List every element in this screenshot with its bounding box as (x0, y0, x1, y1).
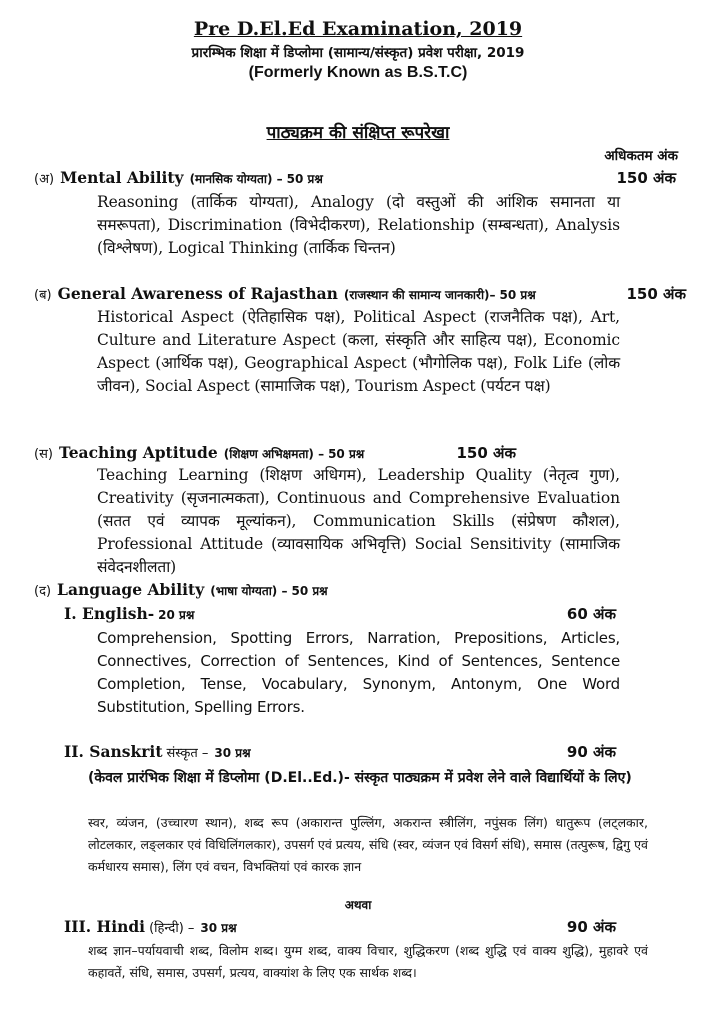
subsection-heading-hindi (64, 917, 616, 937)
subsection-question-count: 30 प्रश्न (200, 921, 237, 935)
section-letter: (अ) (34, 172, 55, 187)
section-marks: 150 अंक (626, 285, 686, 303)
page-subtitle: प्रारम्भिक शिक्षा में डिप्लोमा (सामान्य/संस्कृत) प्रवेश परीक्षा, 2019 (191, 45, 525, 61)
section-name: Teaching Aptitude (58, 443, 218, 462)
subsection-topics-english: Comprehension, Spotting Errors, Narration, Prepositions, Articles, Connectives, Correction of Sentences, Kind of Sentences, Sentence Completion, Tense, Vocabulary, Synonym, Antonym, One Word Substitution, Spelling Errors. (97, 629, 620, 716)
section-heading-mental-ability (34, 168, 686, 188)
subsection-question-count: 30 प्रश्न (214, 746, 251, 760)
subsection-hindi-name: संस्कृत – (166, 746, 209, 761)
section-marks: 150 अंक (616, 169, 676, 187)
or-separator: अथवा (344, 898, 372, 912)
subsection-question-count: 20 प्रश्न (158, 608, 195, 622)
subsection-name: I. English- (64, 604, 155, 623)
section-question-count: 50 प्रश्न (286, 172, 323, 186)
max-marks-label: अधिकतम अंक (604, 148, 678, 164)
section-heading-general-awareness (34, 284, 686, 304)
subsection-marks: 60 अंक (566, 605, 616, 623)
section-hindi-name: (शिक्षण अभिक्षमता) – (223, 447, 325, 461)
section-letter: (द) (34, 584, 52, 599)
section-name: Language Ability (57, 580, 205, 599)
subsection-topics-hindi: शब्द ज्ञान–पर्यायवाची शब्द, विलोम शब्द। युग्म शब्द, वाक्य विचार, शुद्धिकरण (शब्द शुद्धि एवं वाक्य शुद्धि), मुहावरे एवं कहावतें, संधि, समास, उपसर्ग, प्रत्यय, वाक्यांश के लिए एक सार्थक शब्द। (88, 943, 648, 980)
section-hindi-name: (मानसिक योग्यता) – (189, 172, 283, 186)
section-hindi-name: (राजस्थान की सामान्य जानकारी)– (343, 288, 496, 302)
section-name: General Awareness of Rajasthan (57, 284, 338, 303)
subsection-heading-sanskrit (64, 742, 616, 762)
section-name: Mental Ability (60, 168, 184, 187)
section-question-count: 50 प्रश्न (291, 584, 328, 598)
section-heading-language-ability (34, 580, 686, 599)
section-question-count: 50 प्रश्न (499, 288, 536, 302)
section-letter: (स) (34, 447, 53, 462)
subsection-marks: 90 अंक (566, 743, 616, 761)
subsection-topics-sanskrit: स्वर, व्यंजन, (उच्चारण स्थान), शब्द रूप (अकारान्त पुल्लिंग, अकरान्त स्त्रीलिंग, नपुंसक लिंग) धातुरूप (लट्लकार, लोटलकार, लङ्लकार एवं विधिलिंगलकार), उपसर्ग एवं प्रत्यय, संधि (स्वर, व्यंजन एवं विसर्ग संधि), समास (तत्पुरूष, द्विगु एवं कर्मधारय समास), लिंग एवं वचन, विभक्तियां एवं कारक ज्ञान (88, 815, 648, 874)
page-title: Pre D.El.Ed Examination, 2019 (193, 18, 523, 40)
section-topics-general-awareness: Historical Aspect (ऐतिहासिक पक्ष), Political Aspect (राजनैतिक पक्ष), Art, Culture and Literature Aspect (कला, संस्कृति और साहित्य पक्ष), Economic Aspect (आर्थिक पक्ष), Geographical Aspect (भौगोलिक पक्ष), Folk Life (लोक जीवन), Social Aspect (सामाजिक पक्ष), Tourism Aspect (पर्यटन पक्ष) (97, 308, 620, 395)
section-topics-teaching-aptitude: Teaching Learning (शिक्षण अधिगम), Leadership Quality (नेतृत्व गुण), Creativity (सृजनात्मकता), Continuous and Comprehensive Evaluation (सतत एवं व्यापक मूल्यांकन), Communication Skills (संप्रेषण कौशल), Professional Attitude (व्यावसायिक अभिवृत्ति) Social Sensitivity (सामाजिक संवेदनशीलता) (97, 466, 620, 576)
subsection-marks: 90 अंक (566, 918, 616, 936)
section-topics-mental-ability: Reasoning (तार्किक योग्यता), Analogy (दो वस्तुओं की आंशिक समानता या समरूपता), Discrimination (विभेदीकरण), Relationship (सम्बन्धता), Analysis (विश्लेषण), Logical Thinking (तार्किक चिन्तन) (97, 193, 620, 257)
subsection-name: II. Sanskrit (64, 742, 163, 761)
section-heading-teaching-aptitude (34, 443, 516, 463)
formerly-known-as: (Formerly Known as B.S.T.C) (248, 64, 468, 81)
outline-title: पाठ्यक्रम की संक्षिप्त रूपरेखा (266, 123, 450, 143)
subsection-hindi-name: (हिन्दी) – (149, 921, 195, 936)
section-hindi-name: (भाषा योग्यता) – (210, 584, 288, 598)
section-letter: (ब) (34, 288, 52, 303)
subsection-name: III. Hindi (64, 917, 146, 936)
section-question-count: 50 प्रश्न (328, 447, 365, 461)
subsection-heading-english (64, 604, 616, 624)
section-marks: 150 अंक (456, 444, 516, 462)
sanskrit-eligibility-note: (केवल प्रारंभिक शिक्षा में डिप्लोमा (D.El..Ed.)- संस्कृत पाठ्यक्रम में प्रवेश लेने वाले विद्यार्थियों के लिए) (88, 770, 632, 786)
